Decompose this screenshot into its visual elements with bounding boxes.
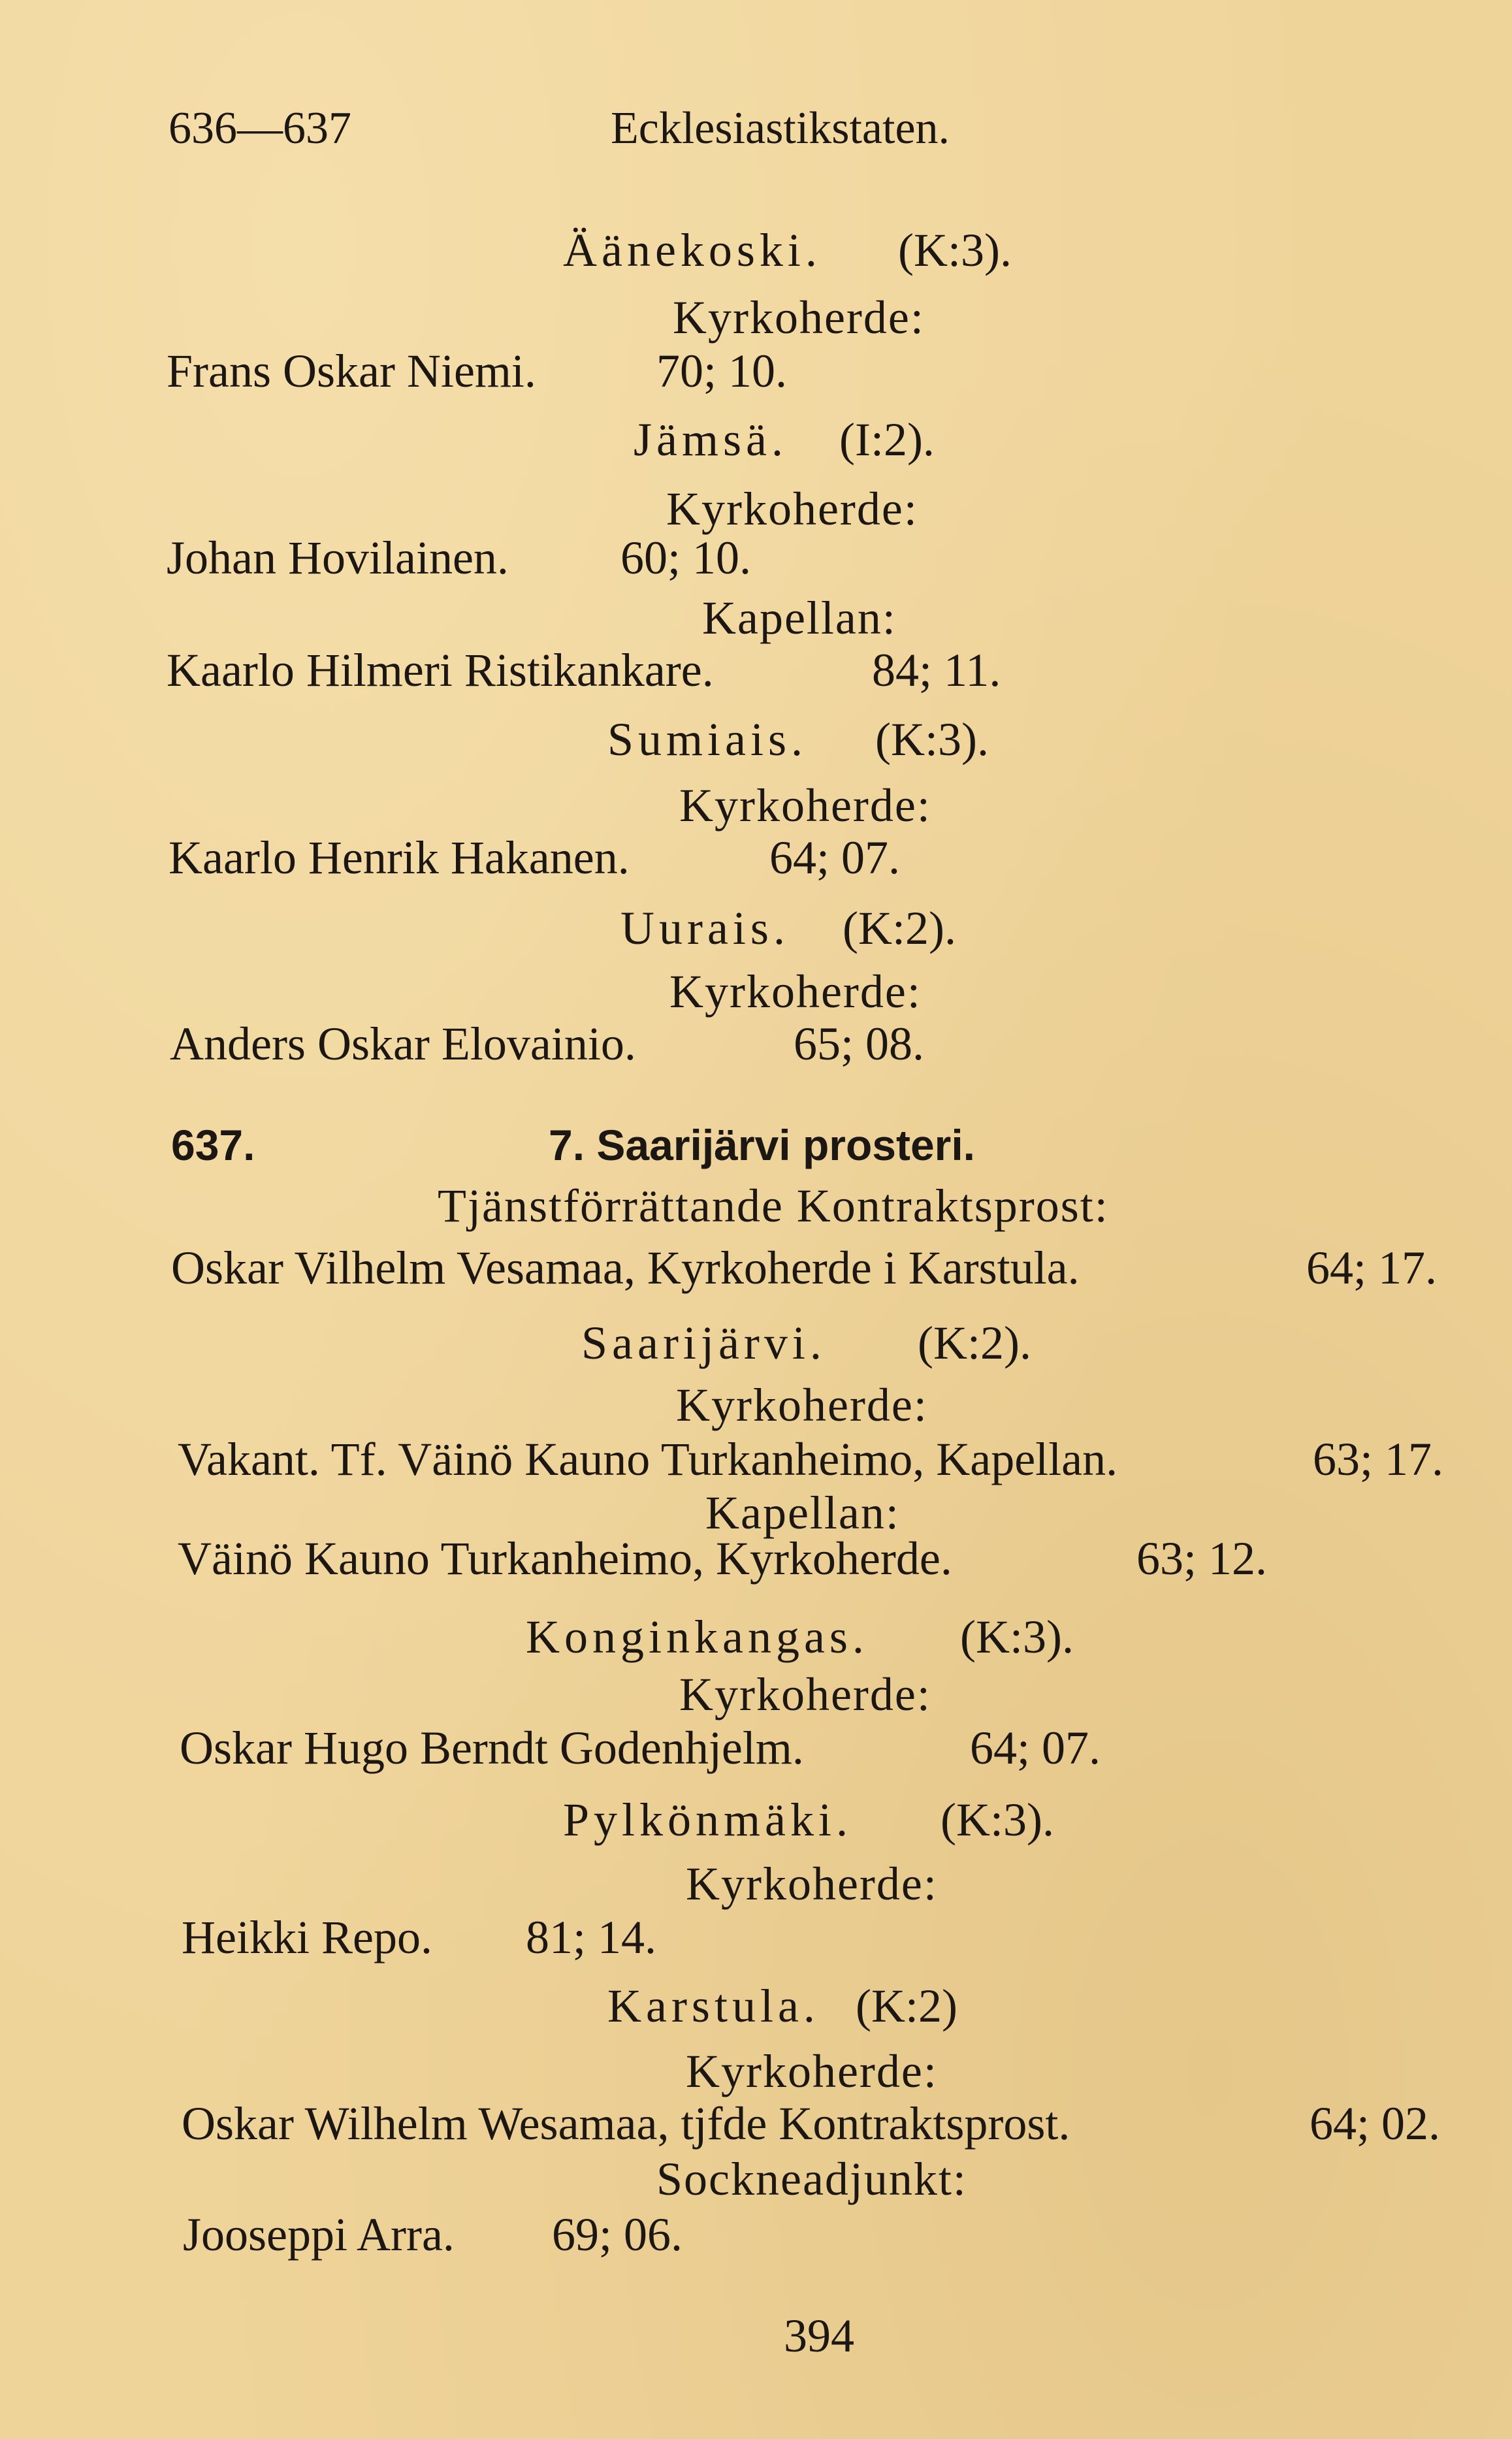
person-name: Kaarlo Hilmeri Ristikankare.	[167, 644, 714, 696]
section-number: 637.	[171, 1121, 255, 1169]
parish-name: Pylkönmäki.	[563, 1794, 853, 1846]
person-numbers: 84; 11.	[872, 644, 1001, 696]
parish-class: (K:2).	[918, 1317, 1031, 1369]
role-label: Kyrkoherde:	[679, 1668, 931, 1720]
role-label: Tjänstförrättande Kontraktsprost:	[438, 1180, 1109, 1232]
role-label: Kapellan:	[705, 1487, 900, 1539]
role-label: Sockneadjunkt:	[656, 2153, 967, 2205]
person-name: Oskar Wilhelm Wesamaa, tjfde Kontraktsprost.	[182, 2097, 1070, 2150]
parish-class: (K:2).	[843, 902, 956, 954]
role-label: Kyrkoherde:	[666, 483, 918, 535]
role-label: Kyrkoherde:	[676, 1379, 928, 1431]
person-name: Frans Oskar Niemi.	[167, 345, 536, 397]
person-name: Anders Oskar Elovainio.	[170, 1018, 636, 1070]
role-label: Kyrkoherde:	[679, 779, 931, 832]
page-number: 394	[784, 2310, 854, 2362]
section-title: 7. Saarijärvi prosteri.	[549, 1121, 976, 1169]
parish-name: Sumiais.	[607, 713, 808, 766]
parish-class: (K:3).	[960, 1611, 1074, 1663]
person-name: Kaarlo Henrik Hakanen.	[169, 832, 630, 884]
person-numbers: 64; 02.	[1310, 2097, 1441, 2150]
person-name: Johan Hovilainen.	[167, 532, 509, 584]
parish-name: Uurais.	[620, 902, 790, 954]
role-label: Kyrkoherde:	[669, 965, 922, 1018]
person-numbers: 81; 14.	[526, 1911, 657, 1963]
parish-name: Karstula.	[607, 1980, 820, 2032]
running-title: Ecklesiastikstaten.	[611, 103, 950, 153]
parish-name: Jämsä.	[634, 413, 788, 466]
person-numbers: 63; 12.	[1136, 1532, 1268, 1585]
person-name: Heikki Repo.	[182, 1911, 432, 1963]
parish-name: Äänekoski.	[563, 224, 822, 276]
role-label: Kapellan:	[702, 592, 897, 644]
person-numbers: 63; 17.	[1313, 1433, 1444, 1485]
person-numbers: 69; 06.	[552, 2208, 683, 2261]
parish-class: (I:2).	[839, 413, 935, 466]
person-name: Jooseppi Arra.	[183, 2208, 455, 2261]
parish-class: (K:3).	[875, 713, 989, 766]
role-label: Kyrkoherde:	[686, 1858, 938, 1910]
column-numbers: 636—637	[169, 103, 351, 153]
person-numbers: 64; 17.	[1306, 1242, 1438, 1294]
person-numbers: 64; 07.	[970, 1722, 1101, 1774]
parish-class: (K:3).	[898, 224, 1012, 276]
person-name: Vakant. Tf. Väinö Kauno Turkanheimo, Kapellan.	[178, 1433, 1118, 1485]
person-numbers: 65; 08.	[794, 1018, 925, 1070]
parish-class: (K:3).	[941, 1794, 1054, 1846]
role-label: Kyrkoherde:	[686, 2045, 938, 2097]
parish-class: (K:2)	[856, 1980, 957, 2032]
person-numbers: 60; 10.	[620, 532, 752, 584]
role-label: Kyrkoherde:	[673, 291, 925, 344]
parish-name: Konginkangas.	[526, 1611, 869, 1663]
person-name: Väinö Kauno Turkanheimo, Kyrkoherde.	[178, 1532, 952, 1585]
person-name: Oskar Hugo Berndt Godenhjelm.	[180, 1722, 804, 1774]
person-numbers: 64; 07.	[769, 832, 901, 884]
person-numbers: 70; 10.	[656, 345, 788, 397]
person-name: Oskar Vilhelm Vesamaa, Kyrkoherde i Karstula.	[171, 1242, 1080, 1294]
parish-name: Saarijärvi.	[581, 1317, 826, 1369]
